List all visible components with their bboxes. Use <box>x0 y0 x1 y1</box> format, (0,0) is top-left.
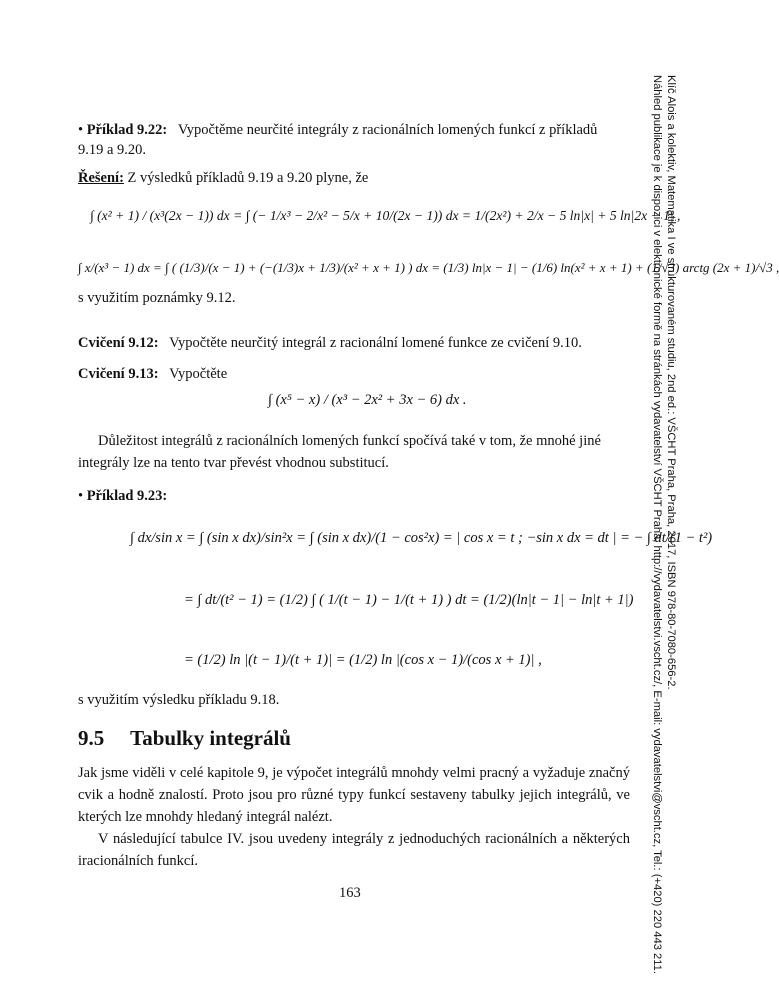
exercise-912 <box>78 335 582 352</box>
example-923-row-2: = ∫ dt/(t² − 1) = (1/2) ∫ ( 1/(t − 1) − 1/(t + 1) ) dt = (1/2)(ln|t − 1| − ln|t + 1|) <box>184 592 634 608</box>
exercise-913 <box>78 366 227 383</box>
section-number: 9.5 <box>78 726 105 750</box>
paragraph-3: V následující tabulce IV. jsou uvedeny integrály z jednoduchých racionálních a některých iracionálních funkcí. <box>78 831 630 869</box>
paragraph-2: Jak jsme viděli v celé kapitole 9, je výpočet integrálů mnohdy velmi pracný a vyžaduje značný cvik a hodně znalostí. Proto jsou pro různé typy funkcí sestaveny tabulky jejich integrálů, ve kterých lze mnohdy hledaný integrál nalézt. <box>78 765 630 825</box>
exercise-912-label: Cvičení 9.12: <box>78 335 159 351</box>
example-922-text-1: Vypočtěme neurčité integrály z racionálních lomených funkcí z příkladů <box>177 122 598 138</box>
example-923-row-1: ∫ dx/sin x = ∫ (sin x dx)/sin²x = ∫ (sin x dx)/(1 − cos²x) = | cos x = t ; −sin x dx = dt | = − ∫ dt/(1 − t²) <box>130 530 713 546</box>
example-923-row-3: = (1/2) ln |(t − 1)/(t + 1)| = (1/2) ln |(cos x − 1)/(cos x + 1)| , <box>184 652 542 668</box>
side-note-line-1: Klíč Alois a kolektiv, Matematika I ve strukturovaném studiu, 2nd ed.: VŠCHT Praha, Praha, 2017, ISBN 978-80-7080-656-2. <box>665 75 677 690</box>
exercise-913-label: Cvičení 9.13: <box>78 366 159 382</box>
exercise-912-text: Vypočtěte neurčitý integrál z racionální lomené funkce ze cvičení 9.10. <box>169 335 582 351</box>
paragraph-1-line-2: integrály lze na tento tvar převést vhodnou substitucí. <box>78 455 389 471</box>
section-heading <box>78 726 291 751</box>
paragraph-1-line-1: Důležitost integrálů z racionálních lomených funkcí spočívá také v tom, že mnohé jiné <box>98 433 601 449</box>
side-note-line-2: Náhled publikace je k dispozici v elektronické formě na stránkách vydavatelství VŠCHT Praha, http://vydavatelstvi.vscht.cz/, E-mail: vydavatelstvi@vscht.cz, Tel.: (+420) 220 443 211. <box>651 75 663 974</box>
bullet: • <box>78 122 84 138</box>
solution-text: Z výsledků příkladů 9.19 a 9.20 plyne, že <box>127 170 369 186</box>
example-923-header <box>78 488 167 505</box>
section-title: Tabulky integrálů <box>130 726 291 750</box>
solution-equation-2: ∫ x/(x³ − 1) dx = ∫ ( (1/3)/(x − 1) + (−(1/3)x + 1/3)/(x² + x + 1) ) dx = (1/3) ln|x − 1| − (1/6) ln(x² + x + 1) + (1/√3) arctg (2x + 1)/√3 , <box>78 260 779 275</box>
example-923-label: Příklad 9.23: <box>86 488 168 504</box>
solution-label: Řešení: <box>78 170 124 186</box>
solution-note: s využitím poznámky 9.12. <box>78 290 236 306</box>
example-922-label: Příklad 9.22: <box>86 122 168 138</box>
page-number: 163 <box>339 885 361 901</box>
exercise-913-equation: ∫ (x⁵ − x) / (x³ − 2x² + 3x − 6) dx . <box>268 392 467 408</box>
bullet: • <box>78 488 84 504</box>
example-922-text-2: 9.19 a 9.20. <box>78 142 147 158</box>
solution-equation-1: ∫ (x² + 1) / (x³(2x − 1)) dx = ∫ (− 1/x³ − 2/x² − 5/x + 10/(2x − 1)) dx = 1/(2x²) + 2/x − 5 ln|x| + 5 ln|2x − 1| , <box>90 208 681 223</box>
solution-line <box>78 170 368 187</box>
exercise-913-text: Vypočtěte <box>169 366 228 382</box>
example-923-note: s využitím výsledku příkladu 9.18. <box>78 692 280 708</box>
example-922-header <box>78 122 597 139</box>
